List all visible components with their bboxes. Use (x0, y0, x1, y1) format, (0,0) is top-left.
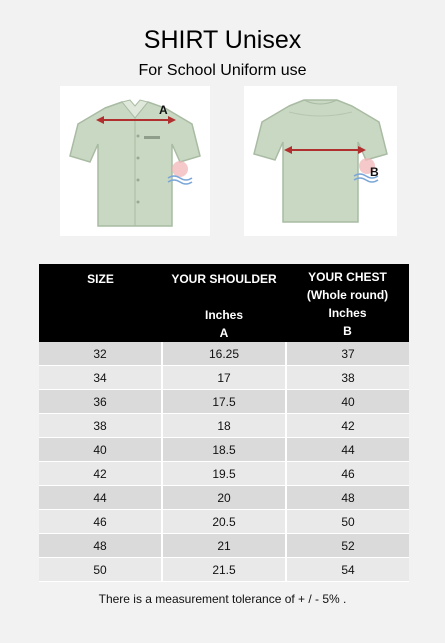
cell-chest: 46 (286, 462, 409, 486)
cell-chest: 42 (286, 414, 409, 438)
shirt-front-image (60, 86, 210, 236)
cell-shoulder: 17.5 (162, 390, 286, 414)
table-row (39, 510, 409, 534)
cell-size: 34 (39, 366, 162, 390)
table-row (39, 366, 409, 390)
table-row (39, 390, 409, 414)
shirt-back-image (244, 86, 397, 236)
measure-label-b: B (370, 165, 379, 179)
header-shoulder (162, 264, 286, 342)
cell-chest: 44 (286, 438, 409, 462)
cell-shoulder: 19.5 (162, 462, 286, 486)
header-chest-label: YOUR CHEST (308, 270, 387, 284)
shirt-back-icon (244, 86, 397, 236)
tolerance-note: There is a measurement tolerance of + / - 5% . (98, 592, 347, 606)
cell-shoulder: 17 (162, 366, 286, 390)
header-chest-key: B (343, 324, 352, 338)
cell-chest: 52 (286, 534, 409, 558)
cell-shoulder: 20.5 (162, 510, 286, 534)
cell-size: 48 (39, 534, 162, 558)
table-row (39, 558, 409, 582)
cell-size: 42 (39, 462, 162, 486)
header-chest-note: (Whole round) (306, 288, 389, 302)
cell-shoulder: 16.25 (162, 342, 286, 366)
cell-size: 50 (39, 558, 162, 582)
size-chart-table (39, 264, 409, 582)
cell-chest: 48 (286, 486, 409, 510)
page-subtitle: For School Uniform use (138, 62, 307, 79)
table-row (39, 534, 409, 558)
cell-chest: 38 (286, 366, 409, 390)
cell-chest: 54 (286, 558, 409, 582)
header-chest (286, 264, 409, 342)
header-shoulder-key: A (219, 326, 229, 340)
cell-size: 32 (39, 342, 162, 366)
cell-chest: 40 (286, 390, 409, 414)
cell-shoulder: 18.5 (162, 438, 286, 462)
shirt-front-icon (60, 86, 210, 236)
table-row (39, 414, 409, 438)
cell-size: 38 (39, 414, 162, 438)
cell-size: 40 (39, 438, 162, 462)
header-shoulder-unit: Inches (204, 308, 243, 322)
cell-shoulder: 21 (162, 534, 286, 558)
cell-size: 36 (39, 390, 162, 414)
cell-chest: 50 (286, 510, 409, 534)
cell-shoulder: 20 (162, 486, 286, 510)
header-shoulder-label: YOUR SHOULDER (171, 272, 277, 286)
measure-label-a: A (159, 103, 168, 117)
header-chest-unit: Inches (328, 306, 367, 320)
table-row (39, 462, 409, 486)
table-header-row (39, 264, 409, 342)
table-row (39, 342, 409, 366)
table-row (39, 486, 409, 510)
cell-chest: 37 (286, 342, 409, 366)
page-title: SHIRT Unisex (143, 26, 302, 54)
header-size-label: SIZE (87, 272, 114, 286)
header-size (39, 264, 162, 342)
cell-shoulder: 21.5 (162, 558, 286, 582)
cell-shoulder: 18 (162, 414, 286, 438)
cell-size: 44 (39, 486, 162, 510)
table-row (39, 438, 409, 462)
cell-size: 46 (39, 510, 162, 534)
